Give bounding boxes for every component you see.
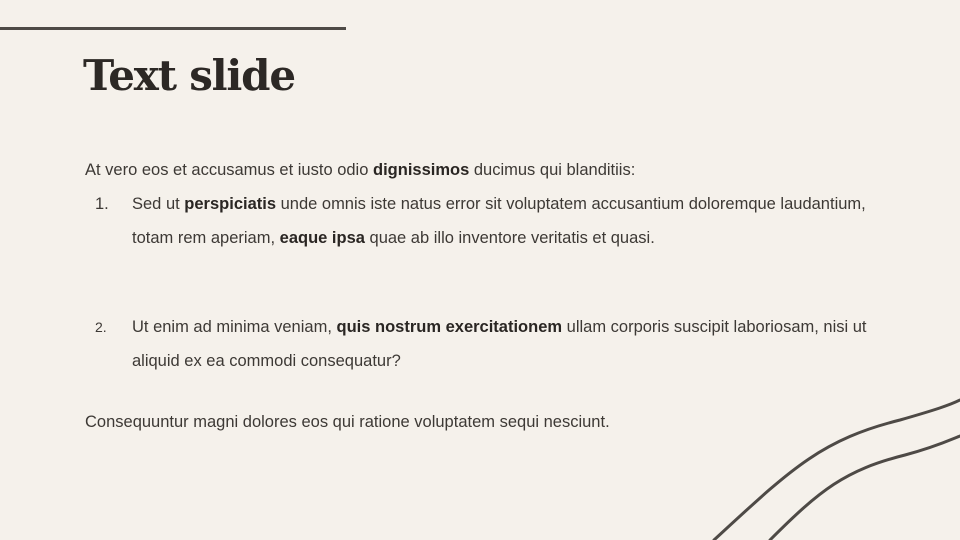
slide-body	[85, 153, 885, 439]
list-item-text-part: Ut enim ad minima veniam,	[132, 318, 337, 336]
intro-text-end: ducimus qui blanditiis:	[469, 161, 636, 179]
list-item-text	[132, 310, 885, 378]
list-item-text-part: Sed ut	[132, 195, 185, 213]
decorative-curve-lower	[770, 436, 960, 540]
numbered-list	[85, 187, 885, 378]
top-accent-rule	[0, 27, 346, 30]
list-item-text-part: unde omnis iste natus error sit voluptatem accusantium doloremque laudantium, totam rem aperiam,	[132, 195, 866, 247]
paragraph-spacer	[85, 378, 885, 405]
intro-text: At vero eos et accusamus et iusto odio	[85, 161, 373, 179]
list-item-text-part: quae ab illo inventore veritatis et quasi.	[364, 229, 655, 247]
list-item-text-part: ullam corporis suscipit laboriosam, nisi ut aliquid ex ea commodi consequatur?	[132, 318, 867, 370]
intro-bold-text: dignissimos	[373, 161, 470, 179]
list-item-number: 1.	[95, 195, 109, 213]
slide-title: Text slide	[83, 51, 295, 100]
list-item-text	[132, 187, 885, 255]
list-item-bold-text: perspiciatis	[184, 195, 277, 213]
list-item	[85, 187, 885, 255]
intro-paragraph	[85, 153, 885, 187]
list-item-number: 2.	[95, 319, 107, 335]
list-spacer	[85, 255, 885, 310]
list-item	[85, 310, 885, 378]
list-item-bold-text: eaque ipsa	[279, 229, 365, 247]
list-item-bold-text: quis nostrum exercitationem	[336, 318, 563, 336]
closing-paragraph: Consequuntur magni dolores eos qui ratione voluptatem sequi nesciunt.	[85, 413, 610, 431]
